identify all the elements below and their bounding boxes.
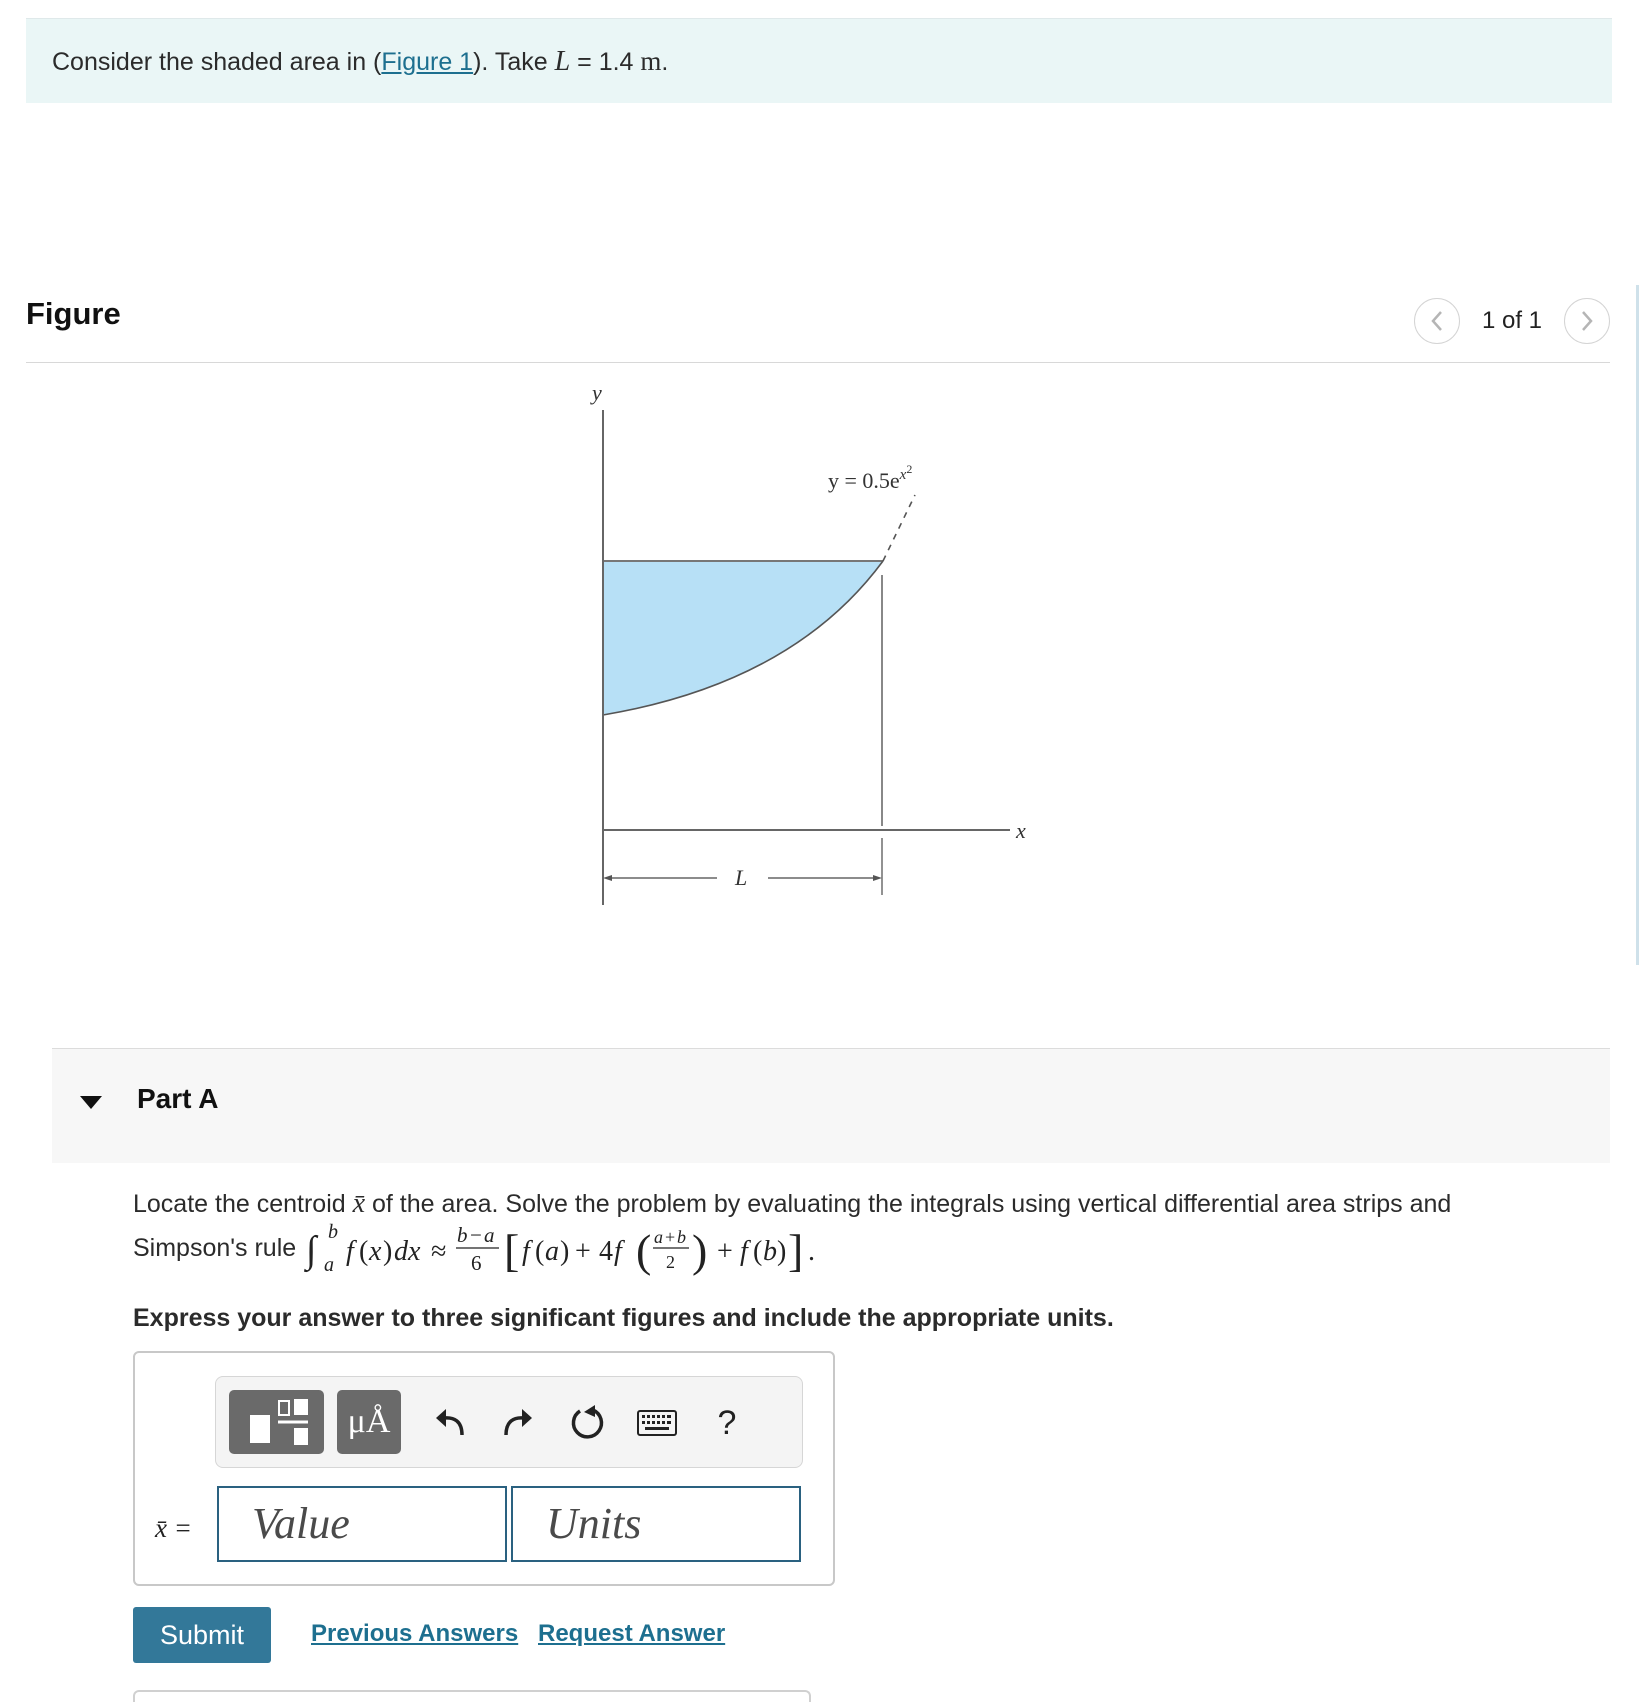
dimension-arrow-right <box>873 875 882 881</box>
math-toolbar <box>215 1376 803 1468</box>
keyboard-icon <box>637 1409 677 1437</box>
help-symbol: ? <box>717 1403 737 1442</box>
svg-text:dx: dx <box>394 1236 421 1267</box>
svg-text:a: a <box>324 1254 335 1276</box>
svg-text:b: b <box>763 1236 778 1267</box>
svg-text:4: 4 <box>599 1236 614 1267</box>
svg-text:f: f <box>740 1236 748 1267</box>
submit-button[interactable]: Submit <box>133 1607 271 1663</box>
units-button[interactable] <box>337 1390 401 1454</box>
question-part-1: Locate the centroid <box>133 1190 353 1218</box>
svg-text:f: f <box>614 1236 622 1267</box>
svg-text:+: + <box>665 1227 676 1247</box>
units-input[interactable]: Units <box>511 1486 801 1562</box>
part-a-header[interactable] <box>52 1048 1610 1163</box>
centroid-diagram <box>560 380 1060 920</box>
svg-text:f: f <box>522 1236 530 1267</box>
keyboard-button[interactable] <box>631 1395 683 1451</box>
figure-title: Figure <box>26 296 121 331</box>
svg-text:b: b <box>328 1221 339 1243</box>
svg-text:(: ( <box>753 1236 763 1267</box>
part-a-title: Part A <box>137 1083 219 1114</box>
svg-text:[: [ <box>504 1225 520 1276</box>
reset-icon <box>567 1403 607 1443</box>
svg-text:6: 6 <box>471 1251 482 1275</box>
svg-text:): ) <box>560 1236 570 1267</box>
collapse-triangle-icon[interactable] <box>80 1096 102 1109</box>
units-symbol: μÅ <box>347 1403 391 1440</box>
shaded-area <box>603 561 883 715</box>
undo-button[interactable] <box>424 1395 476 1451</box>
chevron-right-icon <box>1577 309 1597 333</box>
svg-text:): ) <box>383 1236 393 1267</box>
svg-text:): ) <box>692 1225 708 1276</box>
templates-icon <box>244 1395 310 1449</box>
request-answer-link[interactable]: Request Answer <box>538 1620 726 1647</box>
intro-variable: L <box>554 46 571 77</box>
answer-box <box>133 1351 835 1586</box>
svg-text:(: ( <box>535 1236 545 1267</box>
templates-button[interactable] <box>229 1390 324 1454</box>
prev-figure-button[interactable] <box>1414 298 1460 344</box>
help-button[interactable] <box>701 1395 753 1451</box>
length-label: L <box>735 865 748 890</box>
next-figure-button[interactable] <box>1564 298 1610 344</box>
svg-text:.: . <box>808 1236 816 1267</box>
svg-text:x: x <box>369 1236 382 1267</box>
svg-text:a: a <box>545 1236 560 1267</box>
svg-text:(: ( <box>636 1225 652 1276</box>
redo-icon <box>500 1405 536 1441</box>
question-part-2: of the area. Solve the problem by evaluating the integrals using vertical differential area strips and <box>365 1190 1452 1218</box>
simpson-label: Simpson's rule <box>133 1233 297 1262</box>
svg-text:f: f <box>346 1236 354 1267</box>
curve-extension <box>883 495 915 561</box>
intro-suffix: . <box>661 48 669 76</box>
chevron-left-icon <box>1427 309 1447 333</box>
simpson-formula <box>304 1218 894 1278</box>
svg-text:): ) <box>777 1236 787 1267</box>
svg-text:−: − <box>470 1223 483 1247</box>
svg-text:+: + <box>575 1236 591 1267</box>
svg-text:a: a <box>654 1227 664 1247</box>
pager-count: 1 of 1 <box>1481 307 1542 334</box>
intro-equals: = 1.4 <box>570 48 641 76</box>
svg-text:∫: ∫ <box>306 1229 317 1271</box>
dimension-arrow-left <box>603 875 612 881</box>
svg-text:b: b <box>457 1223 468 1247</box>
intro-prefix: Consider the shaded area in ( <box>52 48 382 76</box>
svg-text:a: a <box>484 1223 495 1247</box>
previous-answers-link[interactable]: Previous Answers <box>311 1620 519 1647</box>
x-axis-label: x <box>1016 818 1026 843</box>
svg-text:≈: ≈ <box>431 1236 447 1267</box>
intro-unit: m <box>640 46 662 76</box>
answer-instruction: Express your answer to three significant figures and include the appropriate units. <box>133 1304 1114 1332</box>
curve-equation-base: y = 0.5e <box>828 468 900 493</box>
y-axis-label: y <box>592 380 602 405</box>
next-section-edge <box>133 1690 811 1702</box>
curve-equation-exponent-power: 2 <box>906 462 913 476</box>
undo-icon <box>432 1405 468 1441</box>
figure-pager <box>1414 298 1610 344</box>
svg-text:]: ] <box>788 1225 804 1276</box>
answer-label <box>155 1513 192 1544</box>
svg-text:+: + <box>717 1236 733 1267</box>
curve-equation <box>828 462 912 493</box>
reset-button[interactable] <box>561 1395 613 1451</box>
figure-divider <box>26 362 1610 363</box>
svg-text:2: 2 <box>666 1252 676 1272</box>
figure-link[interactable]: Figure 1 <box>381 48 474 76</box>
svg-text:(: ( <box>359 1236 369 1267</box>
value-input[interactable]: Value <box>217 1486 507 1562</box>
simpson-rule-line <box>133 1218 894 1278</box>
curve-equation-exponent: x <box>899 467 907 483</box>
svg-text:b: b <box>677 1227 687 1247</box>
redo-button[interactable] <box>492 1395 544 1451</box>
intro-middle: ). Take <box>473 48 555 76</box>
scrollbar[interactable] <box>1636 285 1639 965</box>
problem-intro <box>26 18 1612 103</box>
answer-label-text: x̄ = <box>155 1513 192 1543</box>
question-variable: x̄ <box>352 1188 366 1219</box>
